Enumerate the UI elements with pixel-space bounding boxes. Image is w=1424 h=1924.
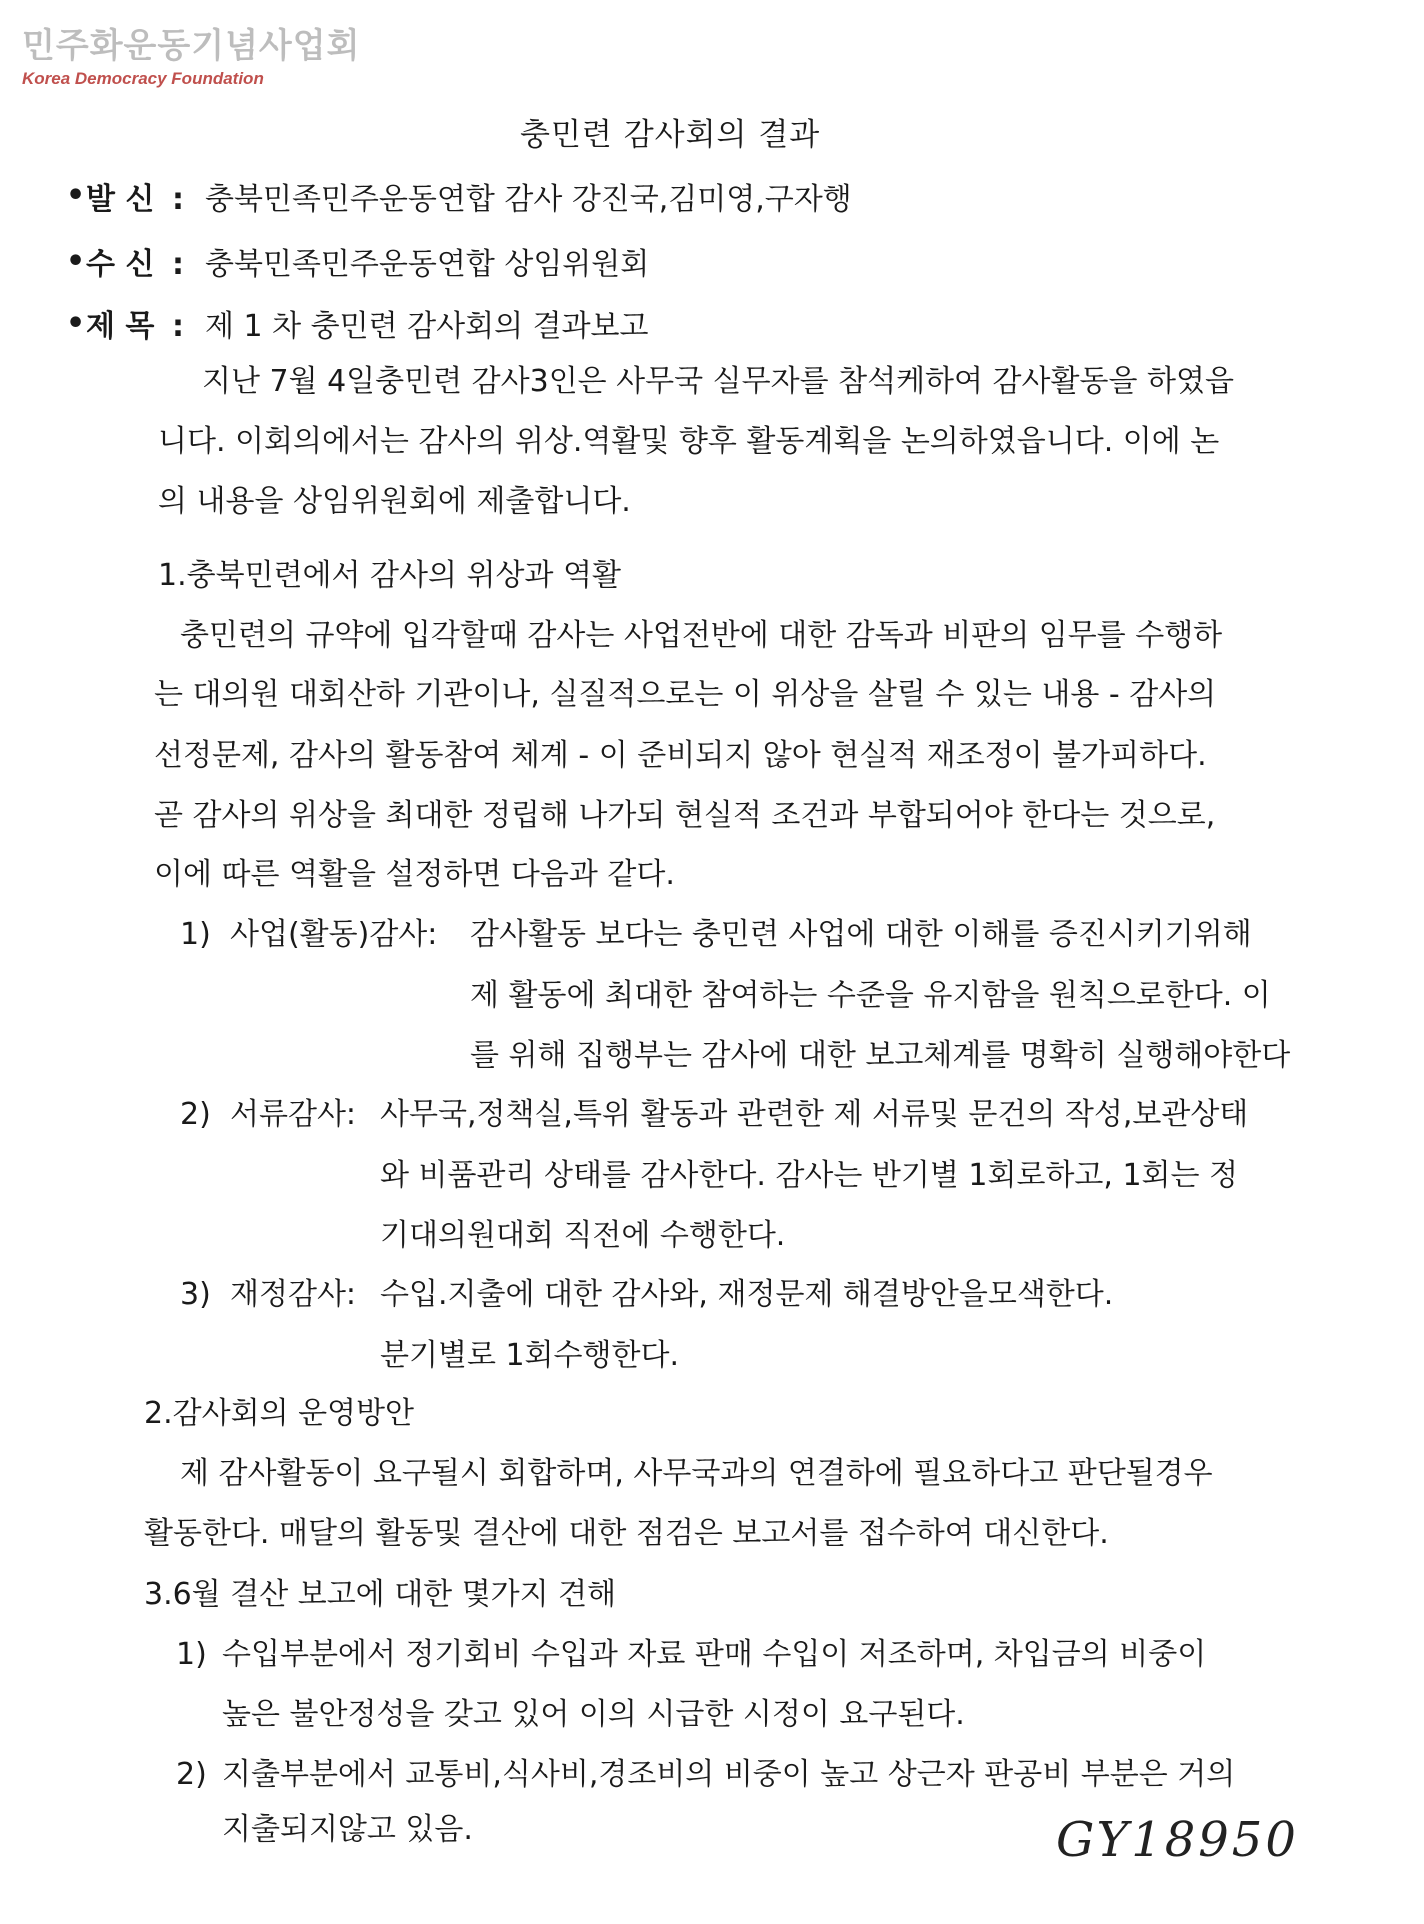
section1-line: 곧 감사의 위상을 최대한 정립해 나가되 현실적 조건과 부합되어야 한다는 것으로, bbox=[154, 798, 1216, 833]
intro-line: 의 내용을 상임위원회에 제출합니다. bbox=[158, 484, 631, 519]
item-line: 수입부분에서 정기회비 수입과 자료 판매 수입이 저조하며, 차입금의 비중이 bbox=[222, 1637, 1207, 1672]
item-label: 재정감사: bbox=[230, 1277, 357, 1312]
header-value-subject: 제 1 차 충민련 감사회의 결과보고 bbox=[205, 309, 649, 344]
item-line: 지출되지않고 있음. bbox=[222, 1812, 473, 1847]
section3-heading: 3.6월 결산 보고에 대한 몇가지 견해 bbox=[144, 1577, 617, 1612]
header-key-sender: 발 신 bbox=[86, 182, 155, 217]
header-colon: : bbox=[172, 247, 184, 282]
section1-line: 충민련의 규약에 입각할때 감사는 사업전반에 대한 감독과 비판의 임무를 수행하 bbox=[180, 618, 1223, 653]
header-bullet: • bbox=[66, 178, 86, 213]
header-value-sender: 충북민족민주운동연합 감사 강진국,김미영,구자행 bbox=[205, 182, 852, 217]
item-number: 3) bbox=[180, 1277, 211, 1312]
header-key-recipient: 수 신 bbox=[86, 247, 155, 282]
item-label: 사업(활동)감사: bbox=[230, 917, 438, 952]
section1-line: 이에 따른 역활을 설정하면 다음과 같다. bbox=[154, 857, 675, 892]
watermark-english: Korea Democracy Foundation bbox=[22, 69, 264, 88]
item-line: 분기별로 1회수행한다. bbox=[380, 1338, 679, 1373]
item-label: 서류감사: bbox=[230, 1097, 357, 1132]
item-number: 2) bbox=[176, 1757, 207, 1792]
watermark-korean: 민주화운동기념사업회 bbox=[22, 26, 361, 66]
item-line: 수입.지출에 대한 감사와, 재정문제 해결방안을모색한다. bbox=[380, 1277, 1114, 1312]
section2-line: 활동한다. 매달의 활동및 결산에 대한 점검은 보고서를 접수하여 대신한다. bbox=[144, 1516, 1109, 1551]
header-colon: : bbox=[172, 182, 184, 217]
item-line: 감사활동 보다는 충민련 사업에 대한 이해를 증진시키기위해 bbox=[470, 917, 1252, 952]
item-line: 높은 불안정성을 갖고 있어 이의 시급한 시정이 요구된다. bbox=[222, 1697, 965, 1732]
item-line: 를 위해 집행부는 감사에 대한 보고체계를 명확히 실행해야한다 bbox=[470, 1038, 1291, 1073]
item-number: 2) bbox=[180, 1097, 211, 1132]
section2-heading: 2.감사회의 운영방안 bbox=[144, 1396, 414, 1431]
handwritten-archive-code: GY18950 bbox=[1056, 1812, 1299, 1868]
header-value-recipient: 충북민족민주운동연합 상임위원회 bbox=[205, 247, 650, 282]
item-line: 사무국,정책실,특위 활동과 관련한 제 서류및 문건의 작성,보관상태 bbox=[380, 1097, 1249, 1132]
section1-line: 는 대의원 대회산하 기관이나, 실질적으로는 이 위상을 살릴 수 있는 내용 - 감사의 bbox=[154, 677, 1217, 712]
header-bullet: • bbox=[66, 306, 86, 341]
intro-line: 니다. 이회의에서는 감사의 위상.역활및 향후 활동계획을 논의하였읍니다. 이에 논 bbox=[158, 424, 1220, 459]
document-title: 충민련 감사회의 결과 bbox=[520, 117, 821, 153]
header-bullet: • bbox=[66, 244, 86, 279]
item-number: 1) bbox=[176, 1637, 207, 1672]
section1-line: 선정문제, 감사의 활동참여 체계 - 이 준비되지 않아 현실적 재조정이 불가피하다. bbox=[154, 738, 1207, 773]
item-line: 제 활동에 최대한 참여하는 수준을 유지함을 원칙으로한다. 이 bbox=[470, 978, 1271, 1013]
section1-heading: 1.충북민련에서 감사의 위상과 역활 bbox=[158, 558, 621, 593]
item-number: 1) bbox=[180, 917, 211, 952]
header-colon: : bbox=[172, 309, 184, 344]
item-line: 지출부분에서 교통비,식사비,경조비의 비중이 높고 상근자 판공비 부분은 거의 bbox=[222, 1757, 1236, 1792]
header-key-subject: 제 목 bbox=[86, 309, 155, 344]
item-line: 와 비품관리 상태를 감사한다. 감사는 반기별 1회로하고, 1회는 정 bbox=[380, 1158, 1239, 1193]
item-line: 기대의원대회 직전에 수행한다. bbox=[380, 1218, 786, 1253]
section2-line: 제 감사활동이 요구될시 회합하며, 사무국과의 연결하에 필요하다고 판단될경우 bbox=[180, 1456, 1213, 1491]
intro-line: 지난 7월 4일충민련 감사3인은 사무국 실무자를 참석케하여 감사활동을 하였읍 bbox=[202, 364, 1234, 399]
